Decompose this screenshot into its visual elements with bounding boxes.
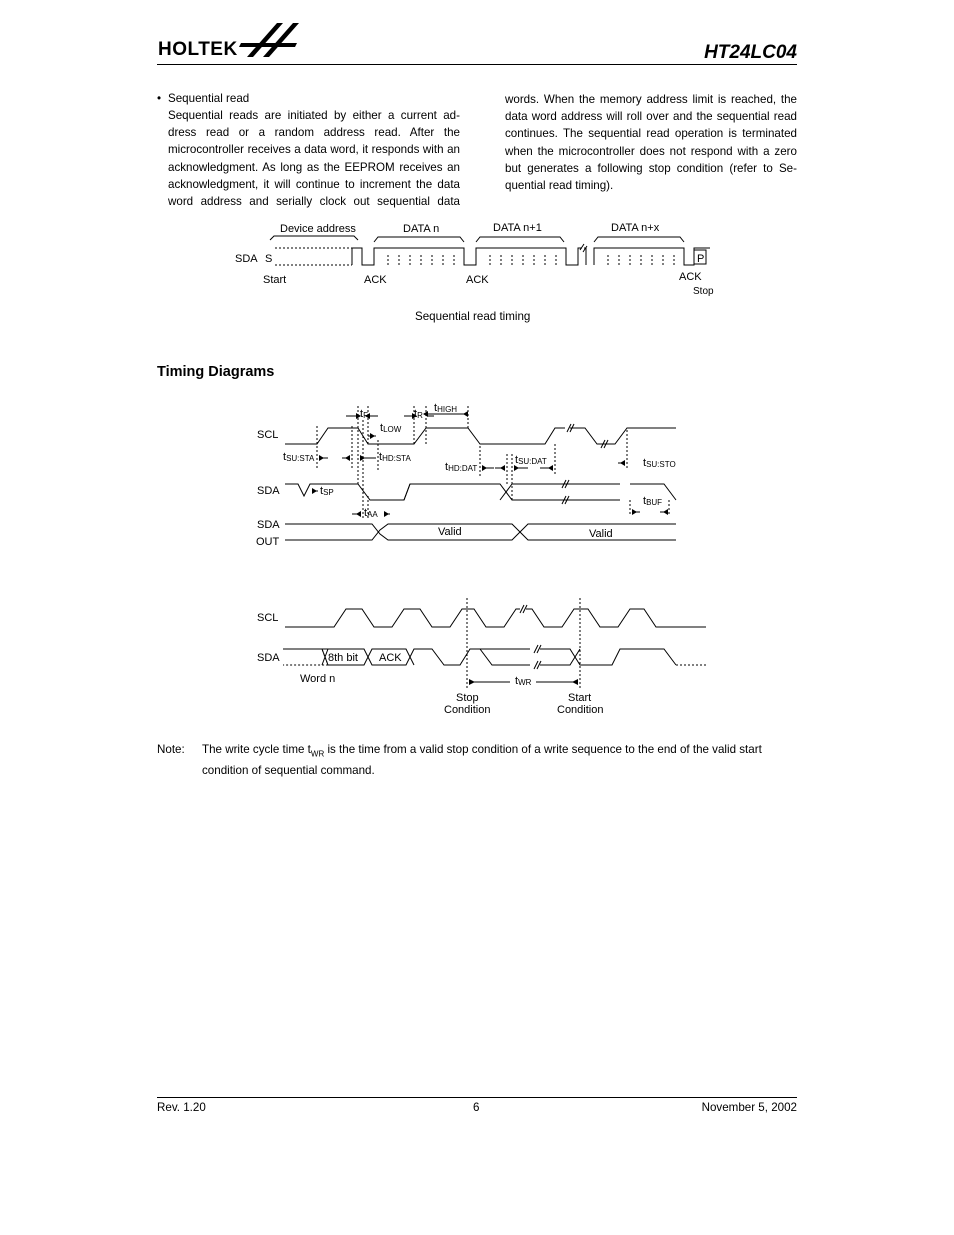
thddat-label: tHD:DAT xyxy=(445,461,478,473)
scl-waveform-2 xyxy=(285,609,520,627)
thdsta-label: tHD:STA xyxy=(379,451,411,463)
footer-page-number: 6 xyxy=(473,1101,480,1114)
tsusto-label: tSU:STO xyxy=(643,457,676,469)
footer-rule xyxy=(157,1097,797,1098)
ack-label-3: ACK xyxy=(679,271,702,283)
note-text-post: is the time from a valid stop condition of a write sequence to the end of the valid start condition of sequential command. xyxy=(202,743,762,777)
note-text-sub: WR xyxy=(310,749,325,759)
ack-label-2: ACK xyxy=(466,274,489,286)
document-title: HT24LC04 xyxy=(704,42,797,63)
sda-out-label-2: OUT xyxy=(256,536,280,548)
note-text xyxy=(202,742,798,779)
thigh-label: tHIGH xyxy=(434,402,458,414)
tbuf-label: tBUF xyxy=(643,495,663,507)
8th-bit-label: 8th bit xyxy=(328,652,358,664)
word-n-label: Word n xyxy=(300,673,336,685)
tsp-label: tSP xyxy=(320,485,334,497)
stop-condition-label-1: Stop xyxy=(456,692,479,704)
start-label: Start xyxy=(263,274,287,286)
footer-revision: Rev. 1.20 xyxy=(157,1101,206,1114)
timing-diagrams-title: Timing Diagrams xyxy=(157,364,275,380)
scl-label-2: SCL xyxy=(257,612,279,624)
valid-label-2: Valid xyxy=(589,528,613,540)
holtek-logo-text: HOLTEK xyxy=(158,39,238,60)
tf-label: tF xyxy=(360,408,368,420)
start-condition-label-1: Start xyxy=(568,692,592,704)
sda-label: SDA xyxy=(235,253,258,265)
stop-label: Stop xyxy=(693,286,714,297)
taa-label: tAA xyxy=(364,507,378,519)
tsusta-label: tSU:STA xyxy=(283,451,315,463)
bullet-dot: • xyxy=(157,92,162,105)
data-n1-label: DATA n+1 xyxy=(493,222,542,234)
scl-label-1: SCL xyxy=(257,429,279,441)
device-address-label: Device address xyxy=(280,223,356,235)
right-paragraph: words. When the memory address limit is reached, the data word address will roll over and the sequential read continues. The sequential read operation is terminated when the microcontroller does not respond with a zero but generates a following stop condition (refer to Se-quential read timing). xyxy=(505,93,797,193)
p-label: P xyxy=(697,253,705,265)
sda-label-2: SDA xyxy=(257,652,280,664)
sequential-read-caption: Sequential read timing xyxy=(415,310,531,323)
tlow-label: tLOW xyxy=(380,422,402,434)
footer-date: November 5, 2002 xyxy=(701,1101,797,1114)
tr-label: tR xyxy=(414,408,423,420)
sda-label-1: SDA xyxy=(257,485,280,497)
s-label: S xyxy=(265,253,273,265)
ack-label-t2: ACK xyxy=(379,652,402,664)
left-paragraph: Sequential reads are initiated by either a current ad-dress read or a random address read. After the microcontroller receives a data word, it responds with an acknowledgment. As long as the EEPROM receives an acknowledgment, it will continue to increment the data word address and serially clock out sequential data xyxy=(168,109,460,209)
data-nx-label: DATA n+x xyxy=(611,222,660,234)
start-condition-label-2: Condition xyxy=(557,704,604,716)
stop-condition-label-2: Condition xyxy=(444,704,491,716)
twr-label: tWR xyxy=(515,675,532,687)
note-text-pre: The write cycle time t xyxy=(202,743,311,756)
ack-label-1: ACK xyxy=(364,274,387,286)
data-n-label: DATA n xyxy=(403,223,440,235)
sda-out-label-1: SDA xyxy=(257,519,280,531)
note-label: Note: xyxy=(157,743,185,756)
valid-label-1: Valid xyxy=(438,526,462,538)
bullet-title: Sequential read xyxy=(168,92,250,105)
tsudat-label: tSU:DAT xyxy=(515,454,547,466)
